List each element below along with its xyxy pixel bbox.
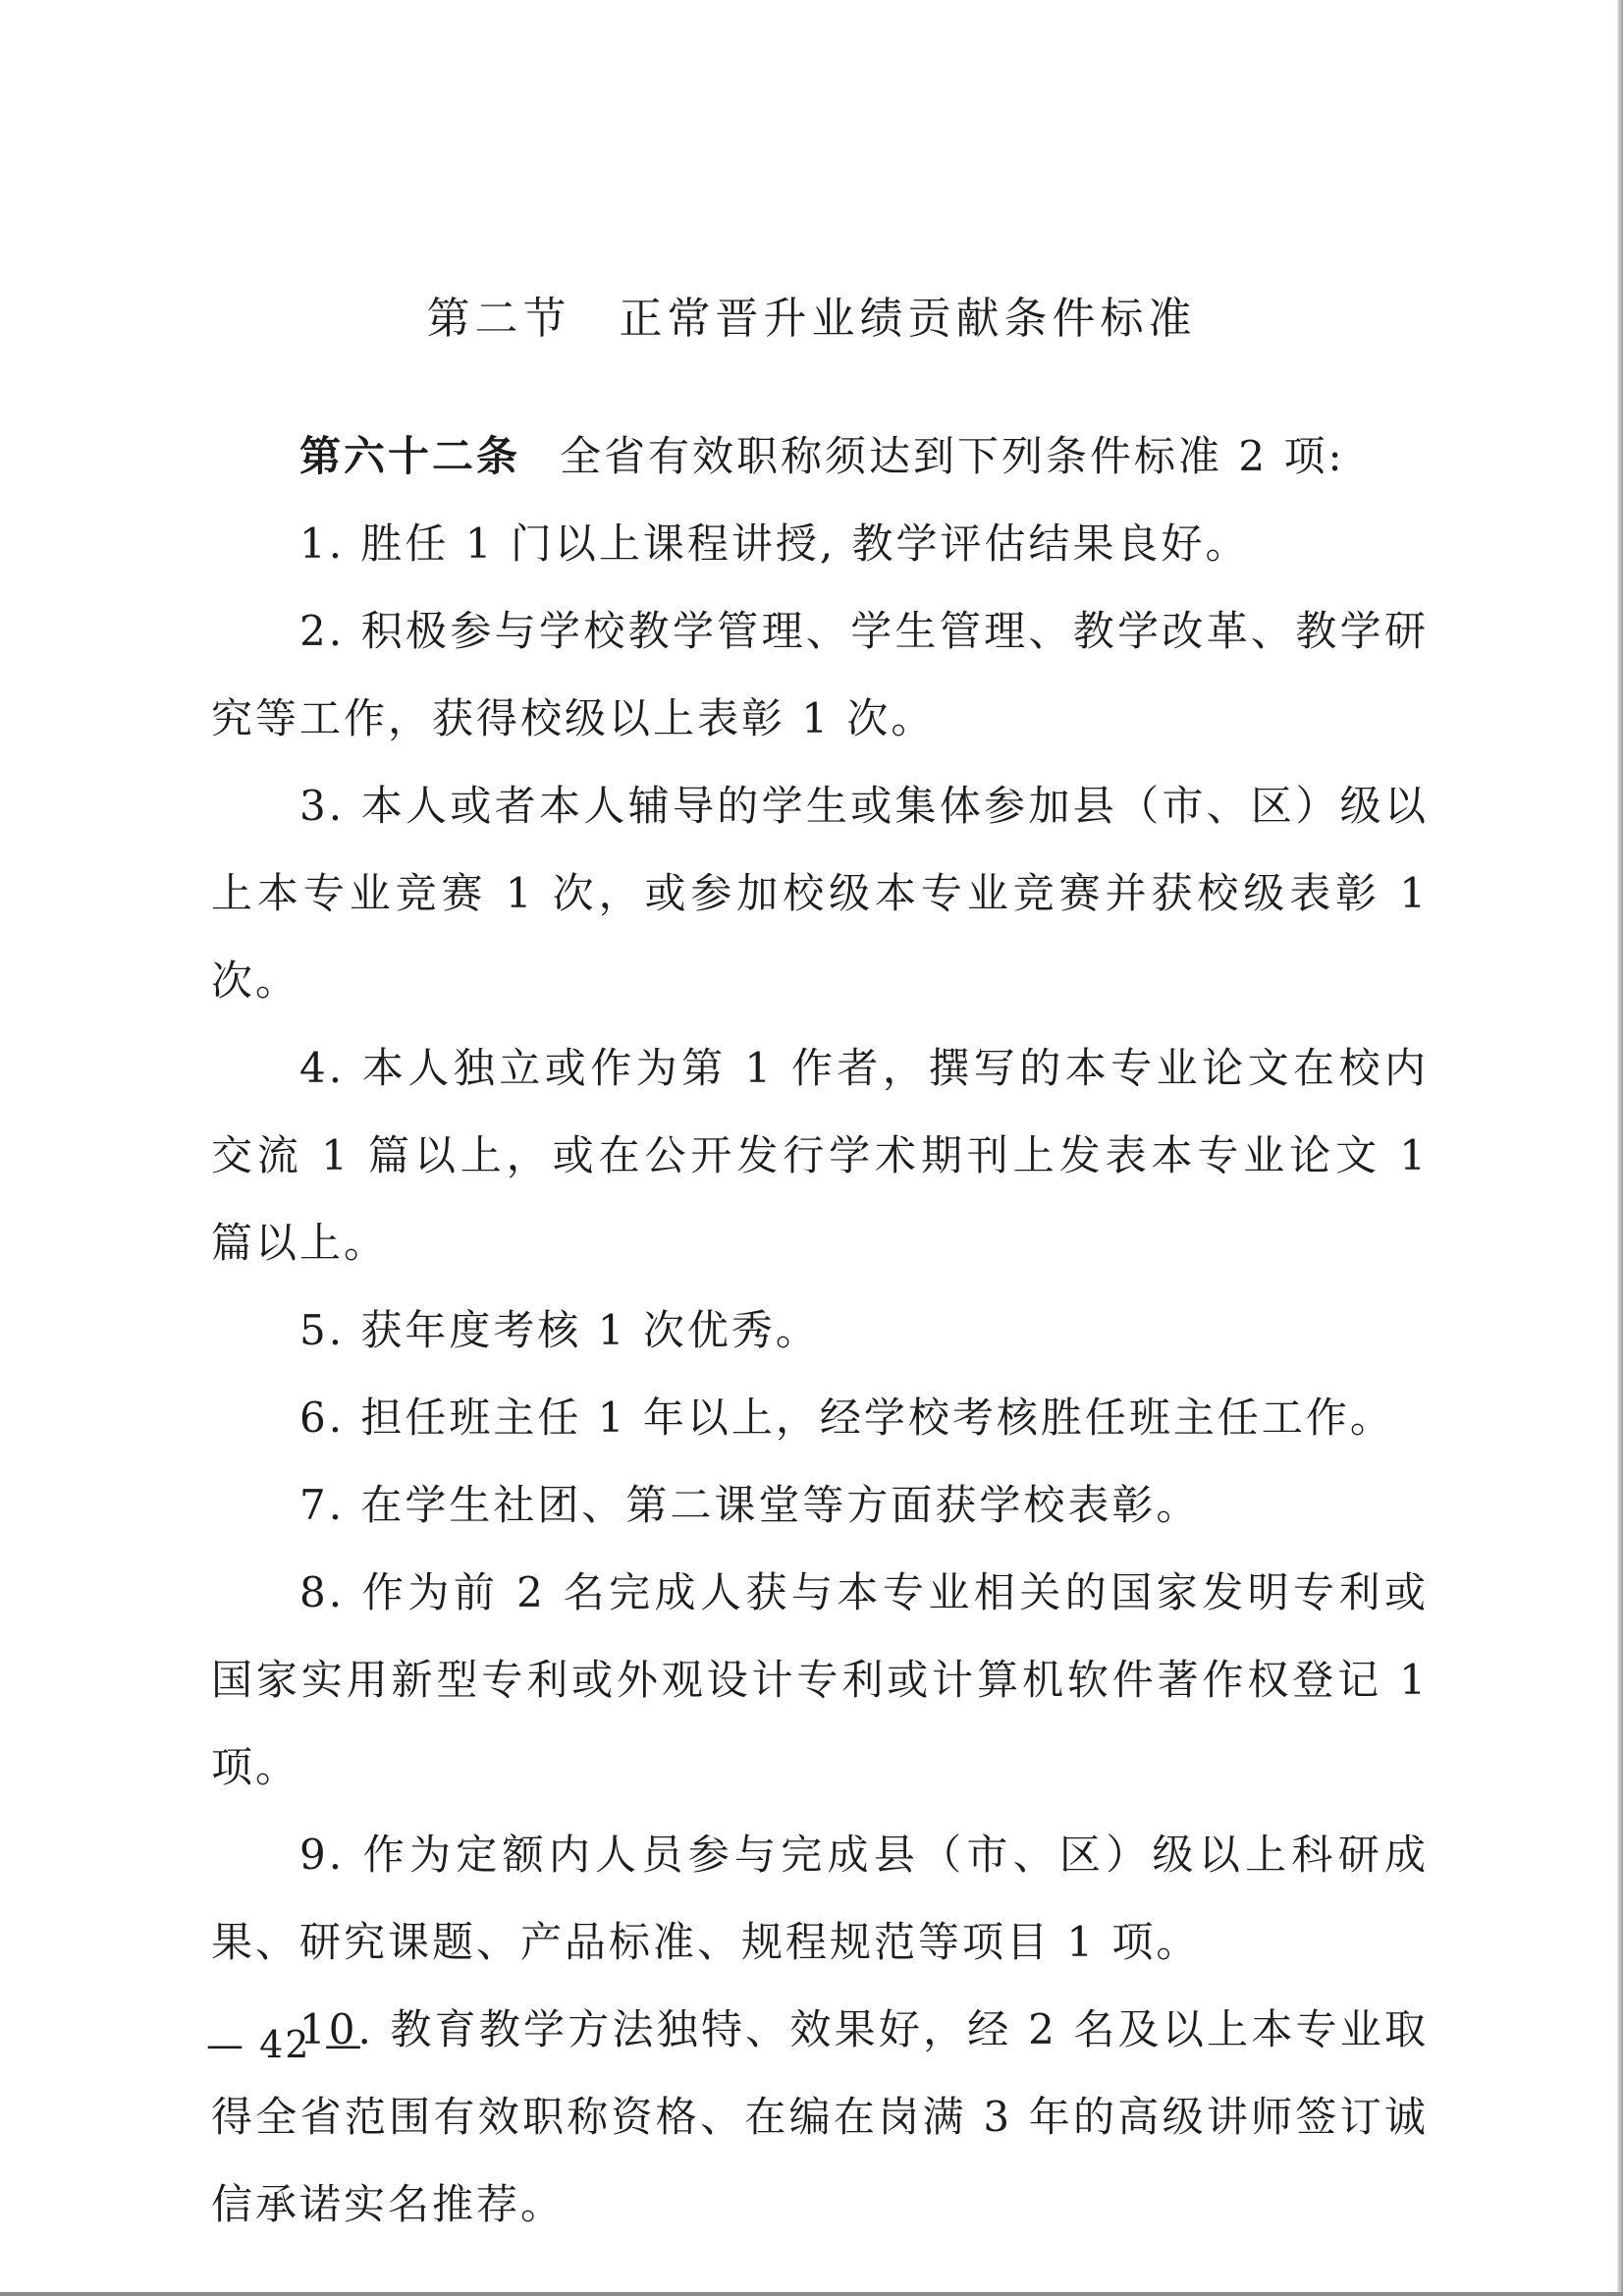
list-item-10: 10. 教育教学方法独特、效果好，经 2 名及以上本专业取得全省范围有效职称资格、在编在岗满 3 年的高级讲师签订诚信承诺实名推荐。 bbox=[211, 2005, 1429, 2228]
list-item-8: 8. 作为前 2 名完成人获与本专业相关的国家发明专利或国家实用新型专利或外观设计专利或计算机软件著作权登记 1 项。 bbox=[211, 1568, 1429, 1791]
list-item-4: 4. 本人独立或作为第 1 作者，撰写的本专业论文在校内交流 1 篇以上，或在公开发行学术期刊上发表本专业论文 1 篇以上。 bbox=[211, 1044, 1429, 1267]
article-text: 全省有效职称须达到下列条件标准 2 项: bbox=[560, 432, 1345, 480]
section-title: 第二节 正常晋升业绩贡献条件标准 bbox=[426, 294, 1197, 344]
article-label: 第六十二条 bbox=[299, 432, 521, 480]
list-item-3: 3. 本人或者本人辅导的学生或集体参加县（市、区）级以上本专业竞赛 1 次，或参加校级本专业竞赛并获校级表彰 1 次。 bbox=[211, 782, 1429, 1005]
article-paragraph bbox=[211, 412, 1429, 500]
document-body bbox=[211, 412, 1429, 2248]
list-item-5: 5. 获年度考核 1 次优秀。 bbox=[299, 1306, 820, 1354]
page-number: — 42 — bbox=[206, 2023, 364, 2066]
list-item-1: 1. 胜任 1 门以上课程讲授, 教学评估结果良好。 bbox=[299, 519, 1250, 568]
list-item-7: 7. 在学生社团、第二课堂等方面获学校表彰。 bbox=[299, 1481, 1201, 1529]
list-item-9: 9. 作为定额内人员参与完成县（市、区）级以上科研成果、研究课题、产品标准、规程规范等项目 1 项。 bbox=[211, 1831, 1429, 1966]
list-item-2: 2. 积极参与学校教学管理、学生管理、教学改革、教学研究等工作，获得校级以上表彰 1 次。 bbox=[211, 607, 1429, 742]
list-item-6: 6. 担任班主任 1 年以上，经学校考核胜任班主任工作。 bbox=[299, 1394, 1394, 1442]
scan-edge-bottom bbox=[0, 2292, 1623, 2296]
